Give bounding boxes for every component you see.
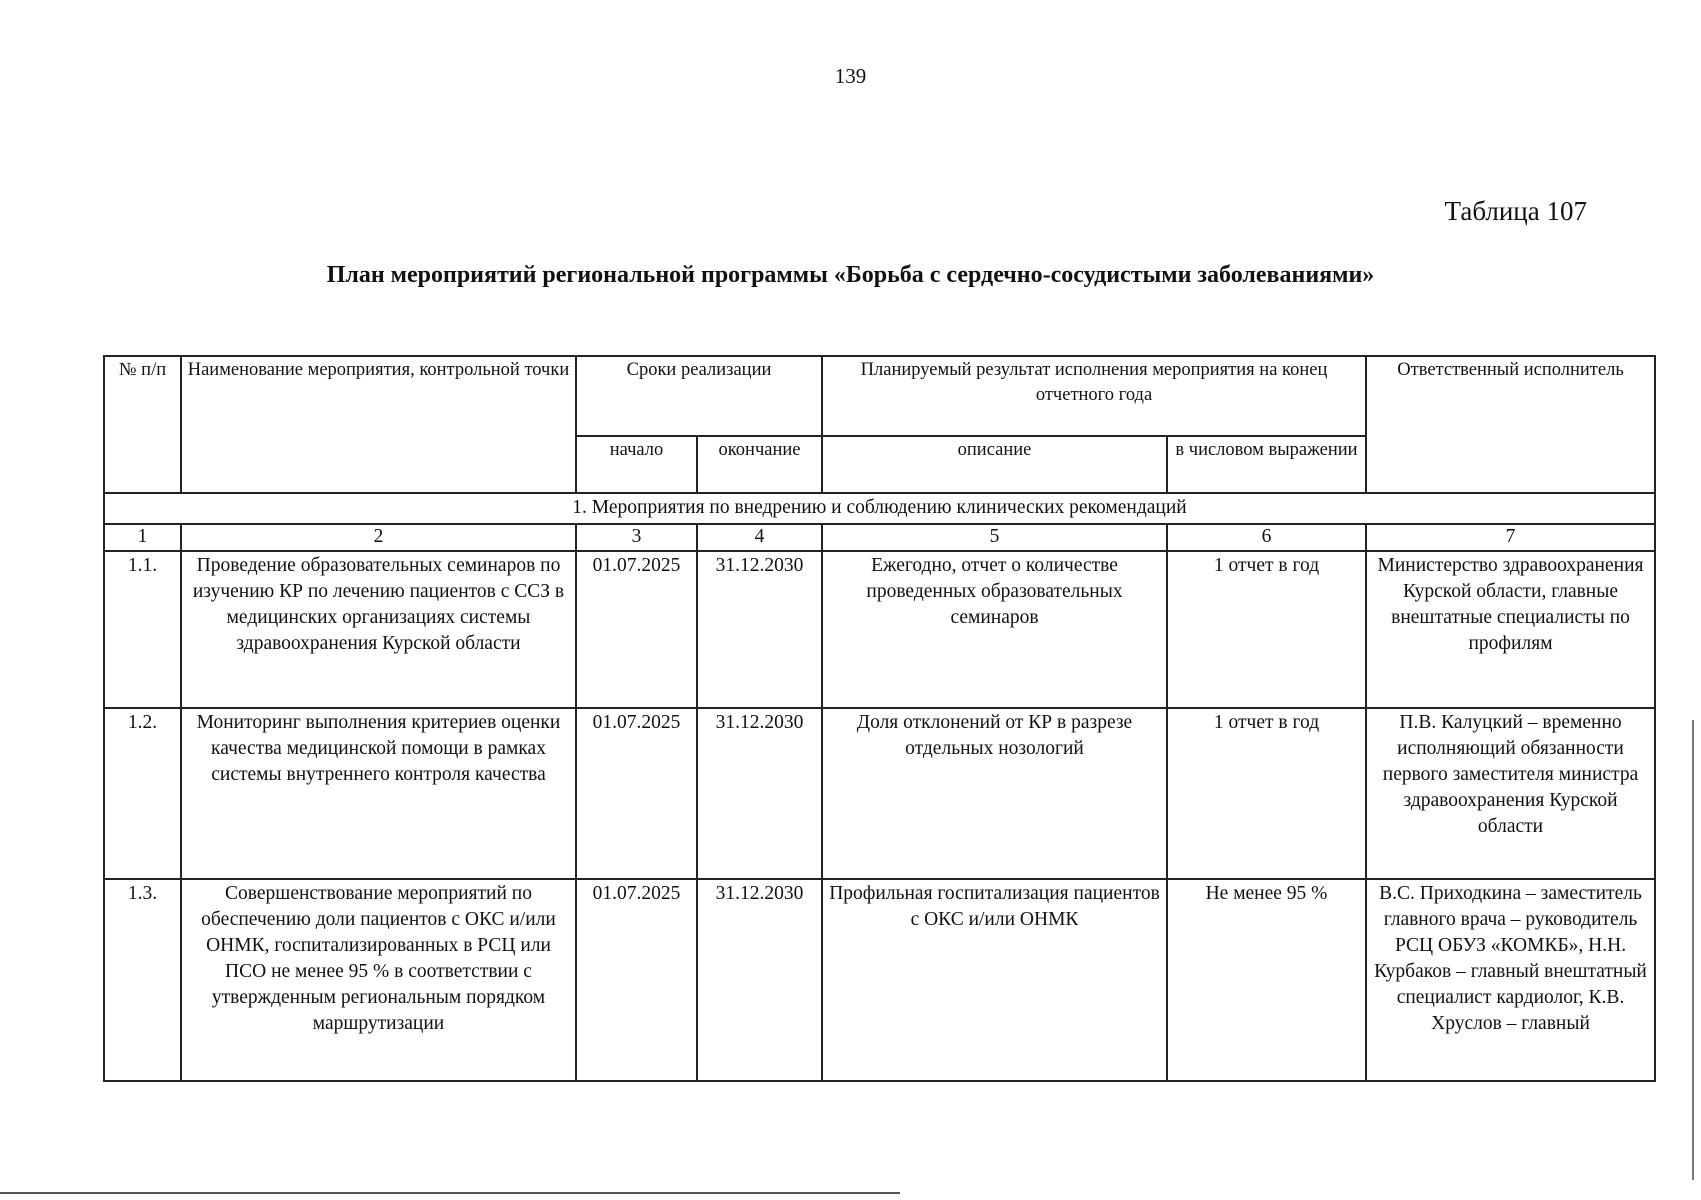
row-responsible: В.С. Приходкина – заместитель главного врача – руководитель РСЦ ОБУЗ «КОМКБ», Н.Н. Курбаков – главный внештатный специалист кардиолог, К.В. Хруслов – главный	[1366, 879, 1655, 1081]
row-responsible: П.В. Калуцкий – временно исполняющий обязанности первого заместителя министра здравоохранения Курской области	[1366, 708, 1655, 879]
column-number-row	[104, 524, 1655, 551]
row-start-date: 01.07.2025	[576, 879, 697, 1081]
column-number: 1	[104, 524, 181, 551]
header-terms: Сроки реализации	[576, 356, 822, 436]
scan-edge-line	[0, 1192, 900, 1194]
row-result-description: Профильная госпитализация пациентов с ОКС и/или ОНМК	[822, 879, 1167, 1081]
column-number: 2	[181, 524, 576, 551]
header-name: Наименование мероприятия, контрольной точки	[181, 356, 576, 493]
row-result-description: Ежегодно, отчет о количестве проведенных образовательных семинаров	[822, 551, 1167, 708]
column-number: 5	[822, 524, 1167, 551]
row-responsible: Министерство здравоохранения Курской области, главные внештатные специалисты по профилям	[1366, 551, 1655, 708]
scan-edge-line	[1692, 720, 1694, 1180]
header-num: № п/п	[104, 356, 181, 493]
row-result-value: Не менее 95 %	[1167, 879, 1366, 1081]
row-end-date: 31.12.2030	[697, 879, 822, 1081]
row-activity-name: Совершенствование мероприятий по обеспечению доли пациентов с ОКС и/или ОНМК, госпитализированных в РСЦ или ПСО не менее 95 % в соответствии с утвержденным региональным порядком маршрутизации	[181, 879, 576, 1081]
page-number: 139	[834, 64, 867, 88]
plan-table	[103, 355, 1656, 1082]
row-result-description: Доля отклонений от КР в разрезе отдельных нозологий	[822, 708, 1167, 879]
row-activity-name: Проведение образовательных семинаров по изучению КР по лечению пациентов с ССЗ в медицинских организациях системы здравоохранения Курской области	[181, 551, 576, 708]
column-number: 6	[1167, 524, 1366, 551]
header-responsible: Ответственный исполнитель	[1366, 356, 1655, 493]
document-title: План мероприятий региональной программы «Борьба с сердечно-сосудистыми заболеваниями»	[326, 262, 1375, 288]
table-row	[104, 708, 1655, 879]
row-number: 1.2.	[104, 708, 181, 879]
column-number: 7	[1366, 524, 1655, 551]
header-start: начало	[576, 436, 697, 493]
header-end: окончание	[697, 436, 822, 493]
column-number: 4	[697, 524, 822, 551]
header-description: описание	[822, 436, 1167, 493]
table-row	[104, 879, 1655, 1081]
header-result: Планируемый результат исполнения мероприятия на конец отчетного года	[822, 356, 1366, 436]
row-result-value: 1 отчет в год	[1167, 708, 1366, 879]
row-end-date: 31.12.2030	[697, 551, 822, 708]
row-number: 1.3.	[104, 879, 181, 1081]
section-heading: 1. Мероприятия по внедрению и соблюдению клинических рекомендаций	[104, 493, 1655, 524]
header-numeric: в числовом выражении	[1167, 436, 1366, 493]
row-result-value: 1 отчет в год	[1167, 551, 1366, 708]
row-end-date: 31.12.2030	[697, 708, 822, 879]
row-activity-name: Мониторинг выполнения критериев оценки качества медицинской помощи в рамках системы внутреннего контроля качества	[181, 708, 576, 879]
row-start-date: 01.07.2025	[576, 551, 697, 708]
table-row	[104, 551, 1655, 708]
table-label: Таблица 107	[1444, 196, 1587, 226]
row-number: 1.1.	[104, 551, 181, 708]
row-start-date: 01.07.2025	[576, 708, 697, 879]
column-number: 3	[576, 524, 697, 551]
